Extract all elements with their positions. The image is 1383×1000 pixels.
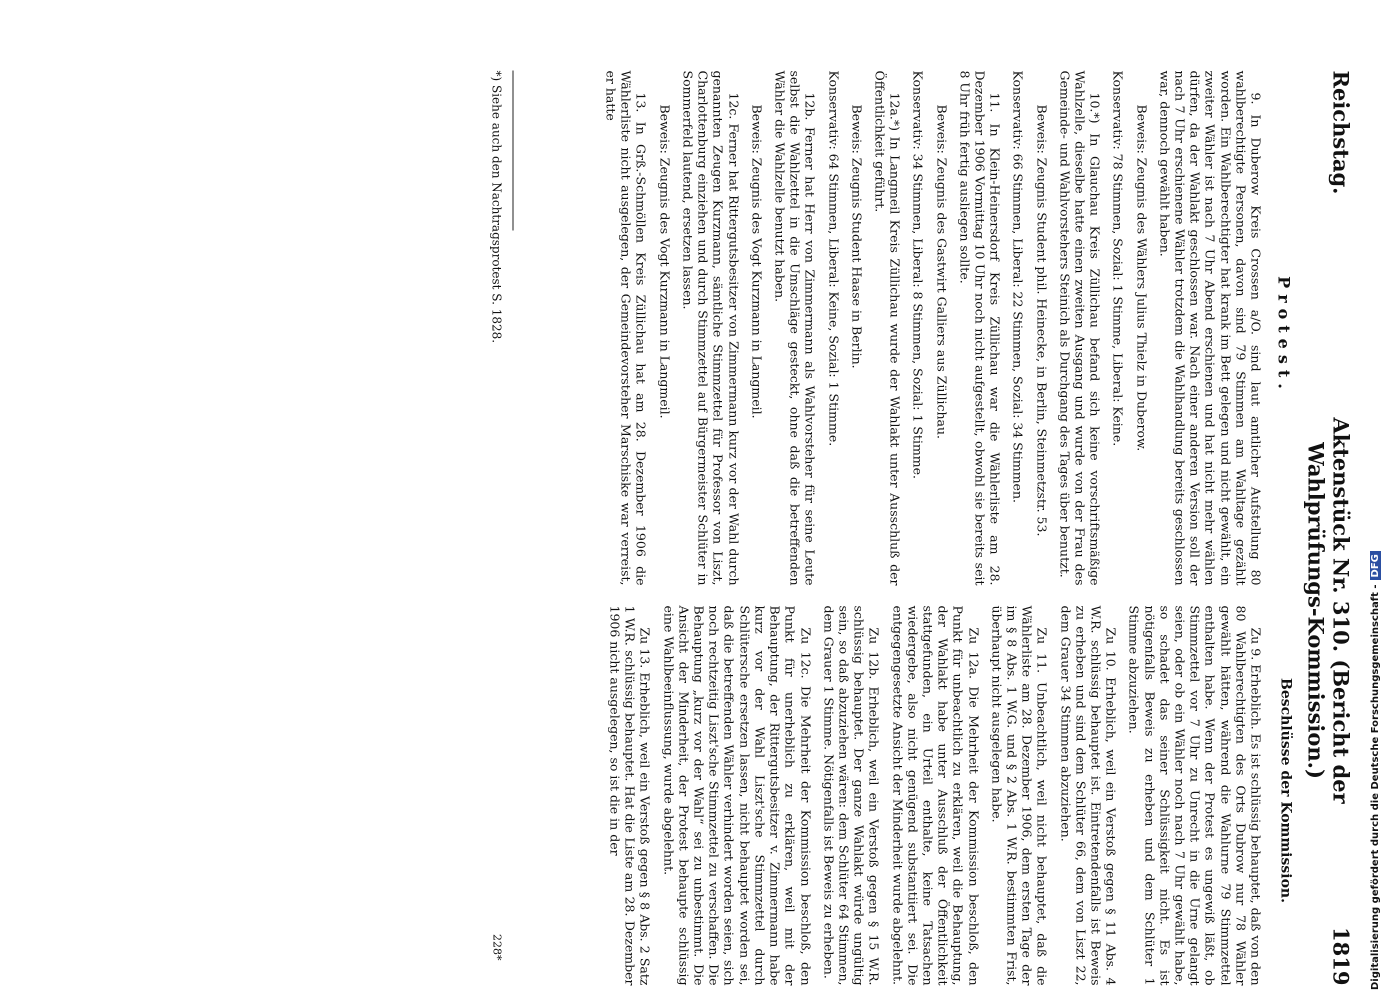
protest-paragraph: 11. In Klein-Heinersdorf Kreis Züllichau war die Wählerliste am 28. Dezember 1906 Vormittag 10 Uhr noch nicht aufgestellt, obwohl sie bereits seit 8 Uhr früh fertig ausliegen sollte. xyxy=(956,70,1003,585)
protest-title: Protest. xyxy=(1274,275,1293,395)
protest-votes: Konservativ: 78 Stimmen, Sozial: 1 Stimme, Liberal: Keine. xyxy=(1110,70,1126,446)
decision-paragraph: Zu 9. Erheblich. Es ist schlüssig behauptet, daß von den 80 Wahlberechtigten des Orts Dubrow nur 78 Wähler gewählt hätten, während die Wahlurne 79 Stimmzettel enthalten habe. Wenn der Protest es ungewiß läßt, ob Stimmzettel vor 7 Uhr zu Unrecht in die Urne gelangt seien, oder ob ein Wähler noch nach 7 Uhr gewählt habe, so schadet das seiner Schlüssigkeit nicht. Es ist nötigenfalls Beweis zu erheben und dem Schlüter 1 Stimme abzuziehen. xyxy=(1126,605,1263,985)
protest-paragraph: 13. In Grß.-Schmöllen Kreis Züllichau hat am 28. Dezember 1906 die Wählerliste nicht ausgelegen, der Gemeindevorsteher Marschiske war verreist, er hatte xyxy=(603,70,649,585)
protest-column xyxy=(595,70,1263,585)
page-number: 1819 xyxy=(1328,926,1353,985)
decisions-title: Beschlüsse der Kommission. xyxy=(1277,677,1293,903)
decision-paragraph: Zu 10. Erheblich, weil ein Verstoß gegen § 11 Abs. 4 W.R. schlüssig behauptet ist. Eintretendenfalls ist Beweis zu erheben und sind dem Schlüter 66, dem von Liszt 22, dem Grauer 34 Stimmen abzuziehen. xyxy=(1057,605,1119,985)
protest-evidence: Beweis: Zeugnis des Vogt Kurzmann in Langmeil. xyxy=(748,104,764,419)
decision-paragraph: Zu 12a. Die Mehrheit der Kommission beschloß, den Punkt für unbeachtlich zu erklären, weil die Behauptung, der Wahlakt habe unter Ausschluß der Öffentlichkeit stattgefunden, ein Urteil enthalte, keine Tatsachen wiedergebe, also nicht genügend substantiiert sei. Die entgegengesetzte Ansicht der Minderheit wurde abgelehnt. xyxy=(889,605,981,985)
decisions-column xyxy=(599,605,1263,985)
header-left: Reichstag. xyxy=(1328,70,1353,194)
decision-paragraph: Zu 12b. Erheblich, weil ein Verstoß gegen § 15 W.R. schlüssig behauptet. Der ganze Wahlakt würde ungültig sein, so daß abzuziehen wären: dem Schlüter 64 Stimmen, dem Grauer 1 Stimme. Nötigenfalls ist Beweis zu erheben. xyxy=(820,605,882,985)
page-mark: 228* xyxy=(490,933,503,960)
protest-paragraph: 12a.*) In Langmeil Kreis Züllichau wurde der Wahlakt unter Ausschluß der Öffentlichkeit geführt. xyxy=(871,70,903,585)
footnote: *) Siehe auch den Nachtragsprotest S. 1828. xyxy=(489,70,503,343)
protest-paragraph: 9. In Duberow Kreis Crossen a/O. sind laut amtlicher Aufstellung 80 wahlberechtigte Personen, davon sind 79 Stimmen am Wahltage gezählt worden. Ein Wahlberechtigter hat krank im Bett gelegen und nicht gewählt, ein zweiter Wähler ist nach 7 Uhr Abend erschienen und hat nicht mehr wählen dürfen, da der Wahlakt geschlossen war. Nach einer anderen Version soll der nach 7 Uhr erschienene Wähler trotzdem die Wahlhandlung bereits geschlossen war, dennoch gewählt haben. xyxy=(1156,70,1263,585)
protest-evidence: Beweis: Zeugnis des Vogt Kurzmann in Langmeil. xyxy=(656,104,672,419)
decision-paragraph: Zu 12c. Die Mehrheit der Kommission beschloß, den Punkt für unerheblich zu erklären, weil mit der Behauptung, der Rittergutsbesitzer v. Zimmermann habe kurz vor der Wahl Liszt'sche Stimmzettel durch Schlütersche ersetzen lassen, nicht behauptet worden sei, daß die betreffenden Wähler verhindert worden seien, sich noch rechtzeitig Liszt'sche Stimmzettel zu verschaffen. Die Behauptung „kurz vor der Wahl“ sei zu unbestimmt. Die Ansicht der Minderheit, der Protest behaupte schlüssig eine Wahlbeeinflussung, wurde abgelehnt. xyxy=(660,605,813,985)
protest-votes: Konservativ: 34 Stimmen, Liberal: 8 Stimmen, Sozial: 1 Stimme. xyxy=(910,70,926,479)
protest-votes: Konservativ: 64 Stimmen, Liberal: Keine, Sozial: 1 Stimme. xyxy=(825,70,841,446)
digitization-credit xyxy=(1370,540,1381,990)
footnote-rule xyxy=(512,70,513,230)
protest-votes: Konservativ: 66 Stimmen, Liberal: 22 Stimmen, Sozial: 34 Stimmen. xyxy=(1010,70,1026,503)
decision-paragraph: Zu 13. Erheblich, weil ein Verstoß gegen § 8 Abs. 2 Satz 1 W.R. schlüssig behauptet. Hat die Liste am 28. Dezember 1906 nicht ausgelegen, so ist die in der xyxy=(607,605,653,985)
protest-evidence: Beweis: Zeugnis des Gastwirt Galliers aus Züllichau. xyxy=(933,104,949,439)
protest-paragraph: 12b. Ferner hat Herr von Zimmermann als Wahlvorsteher für seine Leute selbst die Wahlzettel in die Umschläge gesteckt, ohne daß die betreffenden Wähler die Wahlzelle benutzt haben. xyxy=(771,70,818,585)
decision-paragraph: Zu 11. Unbeachtlich, weil nicht behauptet, daß die Wählerliste am 28. Dezember 1906, dem ersten Tage der im § 8 Abs. 1 W.G. und § 2 Abs. 1 W.R. bestimmten Frist, überhaupt nicht ausgelegen habe. xyxy=(988,605,1050,985)
protest-evidence: Beweis: Zeugnis Student phil. Heinecke, in Berlin, Steinmetzstr. 53. xyxy=(1033,104,1049,536)
protest-evidence: Beweis: Zeugnis Student Haase in Berlin. xyxy=(848,104,864,369)
header-center: Aktenstück Nr. 310. (Bericht der Wahlprüfungs-Kommission.) xyxy=(1303,416,1353,804)
protest-paragraph: 12c. Ferner hat Rittergutsbesitzer von Zimmermann kurz vor der Wahl durch genannten Zeugen Kurzmann, sämtliche Stimmzettel für Professor von Liszt, Charlottenburg einziehen und durch Stimmzettel auf Bürgermeister Schlüter in Sommerfeld lautend, ersetzen lassen. xyxy=(679,70,741,585)
digitization-note: Digitalisierung gefördert durch die Deutsche Forschungsgemeinschaft - xyxy=(1370,584,1381,990)
dfg-logo: DFG xyxy=(1370,551,1381,580)
protest-paragraph: 10.*) In Glauchau Kreis Züllichau befand sich keine vorschriftsmäßige Wahlzelle, dieselbe hatte einen zweiten Ausgang und wurde von der Frau des Gemeinde- und Wahlvorstehers Steinich als Durchgang des Tages über benutzt. xyxy=(1056,70,1103,585)
protest-evidence: Beweis: Zeugnis des Wählers Julius Thielz in Duberow. xyxy=(1133,104,1149,451)
